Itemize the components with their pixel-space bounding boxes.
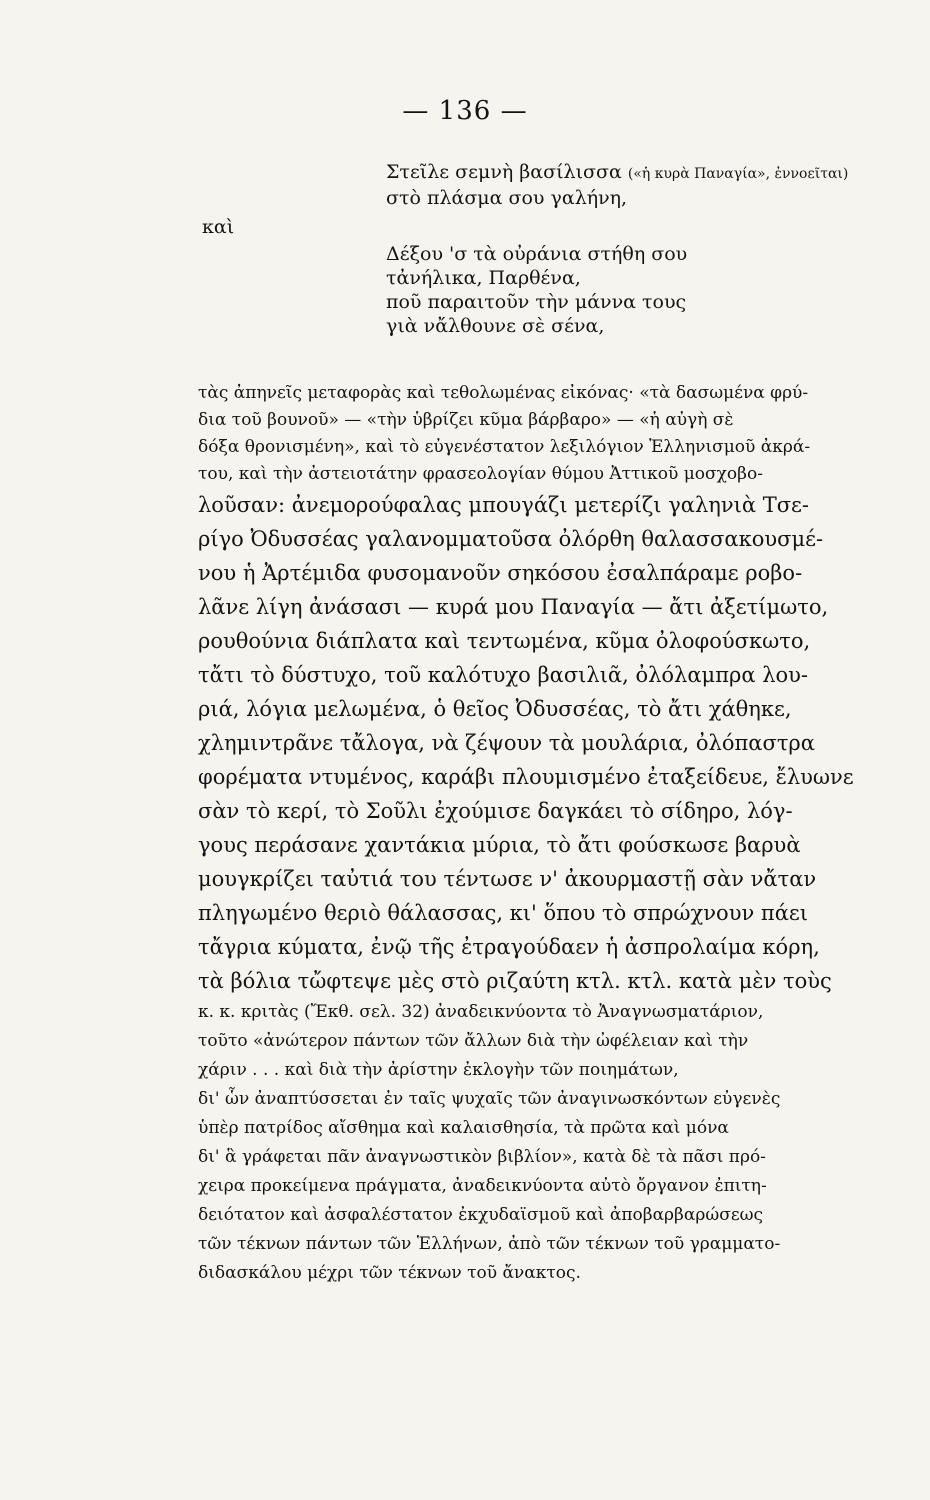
body-line: δια τοῦ βουνοῦ» — «τὴν ὑβρίζει κῦμα βάρβαρο» — «ἡ αὐγὴ σὲ	[198, 410, 734, 430]
verse-block-2	[386, 242, 687, 338]
verse-line: τἀνήλικα, Παρθένα,	[386, 267, 581, 289]
body-line: τἄτι τὸ δύστυχο, τοῦ καλότυχο βασιλιᾶ, ὀλόλαμπρα λου-	[198, 663, 809, 687]
verse-block-1	[386, 160, 848, 210]
body-line: σὰν τὸ κερί, τὸ Σοῦλι ἐχούμισε δαγκάει τὸ σίδηρο, λόγ-	[198, 799, 793, 823]
body-line: λοῦσαν: ἀνεμορούφαλας μπουγάζι μετερίζι γαληνιὰ Τσε-	[198, 493, 810, 517]
body-line: δι' ἃ γράφεται πᾶν ἀναγνωστικὸν βιβλίον», κατὰ δὲ τὰ πᾶσι πρό-	[198, 1147, 766, 1167]
body-line: τὰς ἀπηνεῖς μεταφορὰς καὶ τεθολωμένας εἰκόνας· «τὰ δασωμένα φρύ-	[198, 383, 809, 403]
verse-line	[386, 160, 848, 186]
page-number: — 136 —	[402, 96, 528, 126]
body-line: νου ἡ Ἀρτέμιδα φυσομανοῦν σηκόσου ἐσαλπάραμε ροβο-	[198, 561, 803, 585]
body-line: μουγκρίζει ταὐτιά του τέντωσε ν' ἀκουρμαστῇ σὰν νἄταν	[198, 867, 817, 891]
body-line: χλημιντρᾶνε τἄλογα, νὰ ζέψουν τὰ μουλάρια, ὀλόπαστρα	[198, 731, 815, 755]
body-line: του, καὶ τὴν ἀστειοτάτην φρασεολογίαν θύμου Ἀττικοῦ μοσχοβο-	[198, 464, 763, 484]
body-line: ρουθούνια διάπλατα καὶ τεντωμένα, κῦμα ὀλοφούσκωτο,	[198, 629, 811, 653]
verse-line: ποῦ παραιτοῦν τὴν μάννα τους	[386, 291, 687, 313]
body-line: ὑπὲρ πατρίδος αἴσθημα καὶ καλαισθησία, τὰ πρῶτα καὶ μόνα	[198, 1118, 729, 1138]
body-line: λᾶνε λίγη ἀνάσασι — κυρά μου Παναγία — ἄτι ἀξετίμωτο,	[198, 595, 829, 619]
body-line: χειρα προκείμενα πράγματα, ἀναδεικνύοντα αὐτὸ ὄργανον ἐπιτη-	[198, 1176, 767, 1196]
body-line: πληγωμένο θεριὸ θάλασσας, κι' ὅπου τὸ σπρώχνουν πάει	[198, 901, 808, 925]
body-text	[198, 380, 904, 1288]
verse-line: γιὰ νἄλθουνε σὲ σένα,	[386, 315, 605, 337]
body-line: διδασκάλου μέχρι τῶν τέκνων τοῦ ἄνακτος.	[198, 1263, 581, 1283]
verse-note: («ἡ κυρὰ Παναγία», ἐννοεῖται)	[627, 166, 849, 182]
verse-line: στὸ πλάσμα σου γαλήνη,	[386, 187, 628, 209]
body-line: τῶν τέκνων πάντων τῶν Ἑλλήνων, ἀπὸ τῶν τέκνων τοῦ γραμματο-	[198, 1234, 781, 1254]
body-line: κ. κ. κριτὰς (Ἔκθ. σελ. 32) ἀναδεικνύοντα τὸ Ἀναγνωσματάριον,	[198, 1002, 764, 1022]
verse-text: Στεῖλε σεμνὴ βασίλισσα	[386, 161, 622, 183]
body-line: τἄγρια κύματα, ἐνῷ τῆς ἐτραγούδαεν ἡ ἀσπρολαίμα κόρη,	[198, 935, 820, 959]
body-line: ρίγο Ὀδυσσέας γαλανομματοῦσα ὀλόρθη θαλασσακουσμέ-	[198, 527, 824, 551]
body-line: τοῦτο «ἀνώτερον πάντων τῶν ἄλλων διὰ τὴν ὠφέλειαν καὶ τὴν	[198, 1031, 749, 1051]
body-line: δι' ὧν ἀναπτύσσεται ἐν ταῖς ψυχαῖς τῶν ἀναγινωσκόντων εὐγενὲς	[198, 1089, 781, 1109]
body-line: γους περάσανε χαντάκια μύρια, τὸ ἄτι φούσκωσε βαρυὰ	[198, 833, 801, 857]
body-line: ριά, λόγια μελωμένα, ὁ θεῖος Ὀδυσσέας, τὸ ἄτι χάθηκε,	[198, 697, 792, 721]
body-line: δειότατον καὶ ἀσφαλέστατον ἐκχυδαϊσμοῦ καὶ ἀποβαρβαρώσεως	[198, 1205, 764, 1225]
body-line: τὰ βόλια τὤφτεψε μὲς στὸ ριζαύτη κτλ. κτλ. κατὰ μὲν τοὺς	[198, 969, 832, 993]
conjunction: καὶ	[202, 216, 235, 238]
body-line: φορέματα ντυμένος, καράβι πλουμισμένο ἐταξείδευε, ἔλυωνε	[198, 765, 854, 789]
body-line: χάριν . . . καὶ διὰ τὴν ἀρίστην ἐκλογὴν τῶν ποιημάτων,	[198, 1060, 679, 1080]
verse-line: Δέξου 'σ τὰ οὐράνια στήθη σου	[386, 243, 688, 265]
body-line: δόξα θρονισμένη», καὶ τὸ εὐγενέστατον λεξιλόγιον Ἑλληνισμοῦ ἀκρά-	[198, 437, 811, 457]
